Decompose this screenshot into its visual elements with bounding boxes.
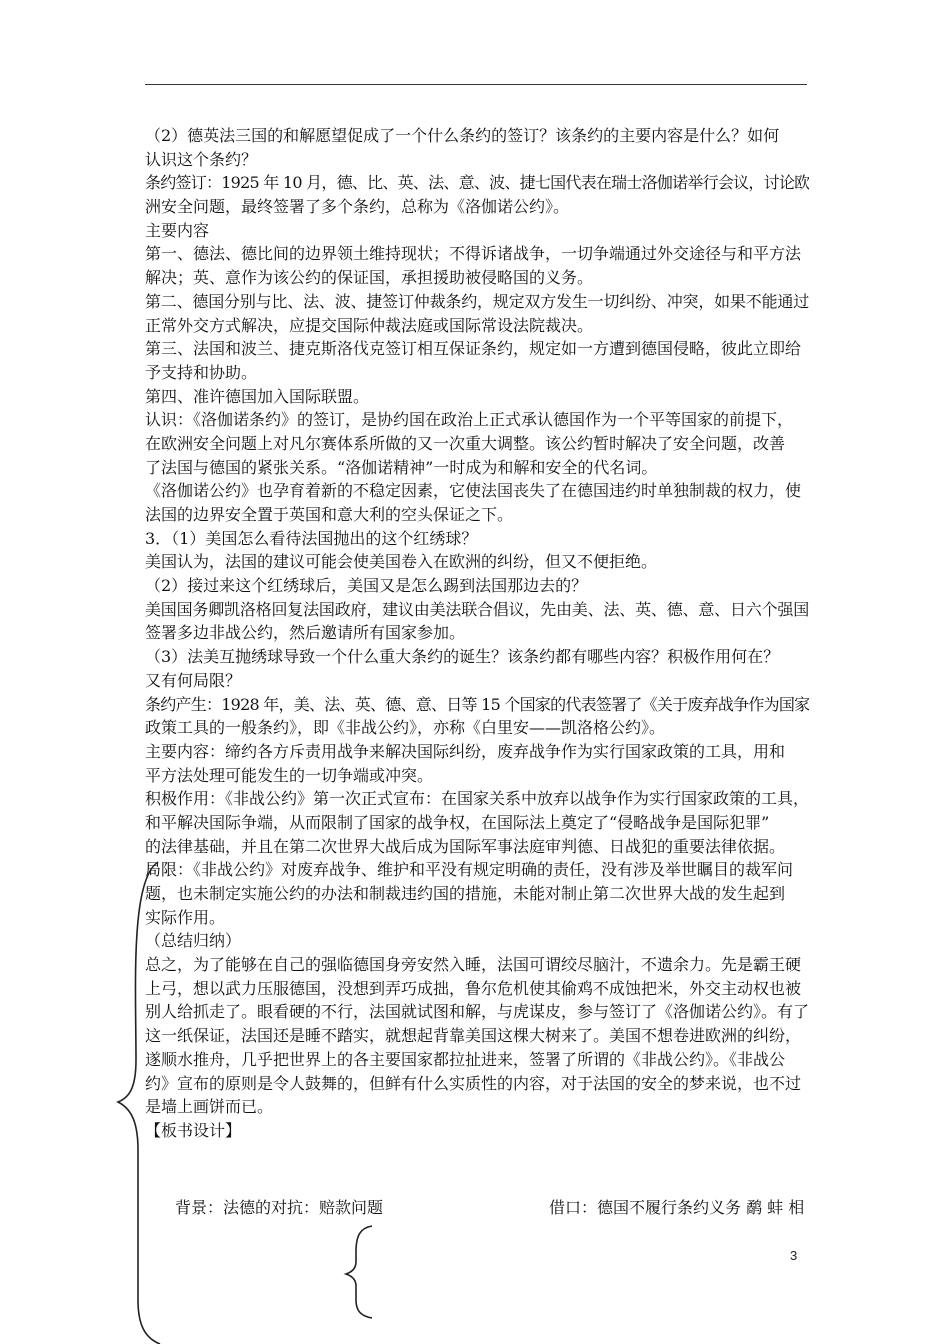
text-line: 约》宣布的原则是令人鼓舞的，但鲜有什么实质性的内容，对于法国的安全的梦来说，也不过 (145, 1073, 802, 1093)
text-line: （总结归纳） (145, 931, 242, 951)
text-line: 第一、德法、德比间的边界领土维持现状；不得诉诸战争，一切争端通过外交途径与和平方法 (145, 244, 802, 264)
text-line: 在欧洲安全问题上对凡尔赛体系所做的又一次重大调整。该公约暂时解决了安全问题，改善 (145, 433, 786, 453)
text-line: 平方法处理可能发生的一切争端或冲突。 (145, 765, 434, 785)
text-line: 了法国与德国的紧张关系。“洛伽诺精神”一时成为和解和安全的代名词。 (145, 457, 658, 477)
text-line: 认识：《洛伽诺条约》的签订，是协约国在政治上正式承认德国作为一个平等国家的前提下， (145, 410, 794, 430)
text-line: （3）法美互抛绣球导致一个什么重大条约的诞生？该条约都有哪些内容？积极作用何在？ (145, 647, 780, 667)
text-line: 签署多边非战公约，然后邀请所有国家参加。 (145, 623, 466, 643)
text-line: 总之，为了能够在自己的强临德国身旁安然入睡，法国可谓绞尽脑汁，不遗余力。先是霸王硬 (145, 955, 802, 975)
text-line: 题，也未制定实施公约的办法和制裁违约国的措施，未能对制止第二次世界大战的发生起到 (145, 884, 786, 903)
text-line: 【板书设计】 (145, 1120, 242, 1140)
text-line: 的法律基础，并且在第二次世界大战后成为国际军事法庭审判德、日战犯的重要法律依据。 (145, 836, 786, 856)
text-line: 局限：《非战公约》对废弃战争、维护和平没有规定明确的责任，没有涉及举世瞩目的裁军问 (145, 860, 794, 880)
text-line: 是墙上画饼而已。 (145, 1097, 274, 1117)
text-line: 认识这个条约？ (145, 149, 258, 169)
text-line: （2）德英法三国的和解愿望促成了一个什么条约的签订？该条约的主要内容是什么？如何 (145, 126, 780, 145)
text-line: 第四、准许德国加入国际联盟。 (145, 386, 370, 406)
text-line: 又有何局限？ (145, 670, 242, 690)
text-line: 和平解决国际争端，从而限制了国家的战争权，在国际法上奠定了“侵略战争是国际犯罪” (145, 812, 770, 832)
header-rule (145, 84, 807, 85)
board-pretext-text: 借口：德国不履行条约义务 鹬 蚌 相 (549, 1198, 805, 1217)
text-line: 洲安全问题，最终签署了多个条约，总称为《洛伽诺公约》。 (145, 197, 570, 217)
text-line: 实际作用。 (145, 907, 226, 927)
document-body (145, 124, 809, 1143)
text-line: 予支持和协助。 (145, 362, 258, 382)
text-line: （2）接过来这个红绣球后，美国又是怎么踢到法国那边去的？ (145, 576, 588, 596)
text-line: 别人给抓走了。眼看硬的不行，法国就试图和解，与虎谋皮，参与签订了《洛伽诺公约》。有了 (145, 1002, 809, 1022)
text-line: 积极作用：《非战公约》第一次正式宣布：在国家关系中放弃以战争作为实行国家政策的工具， (145, 789, 809, 809)
board-background-text: 背景：法德的对抗：赔款问题 (175, 1198, 384, 1217)
board-design-row (145, 1196, 809, 1220)
text-line: 正常外交方式解决，应提交国际仲裁法庭或国际常设法院裁决。 (145, 315, 594, 335)
text-line: 3．（1）美国怎么看待法国抛出的这个红绣球？ (145, 528, 478, 548)
text-line: 解决；英、意作为该公约的保证国，承担援助被侵略国的义务。 (145, 268, 594, 288)
text-line: 条约产生：1928 年，美、法、英、德、意、日等 15 个国家的代表签署了《关于废弃战争作为国家 (145, 694, 809, 714)
text-line: 条约签订：1925 年 10 月，德、比、英、法、意、波、捷七国代表在瑞士洛伽诺举行会议，讨论欧 (145, 173, 809, 193)
text-line: 法国的边界安全置于英国和意大利的空头保证之下。 (145, 505, 514, 524)
text-line: 政策工具的一般条约》，即《非战公约》，亦称《白里安——凯洛格公约》。 (145, 718, 666, 738)
text-line: 第三、法国和波兰、捷克斯洛伐克签订相互保证条约，规定如一方遭到德国侵略，彼此立即给 (145, 339, 802, 359)
text-line: 美国认为，法国的建议可能会使美国卷入在欧洲的纠纷，但又不便拒绝。 (145, 552, 658, 572)
text-line: 美国国务卿凯洛格回复法国政府，建议由美法联合倡议，先由美、法、英、德、意、日六个强国 (145, 599, 809, 619)
text-line: 《洛伽诺公约》也孕育着新的不稳定因素，它使法国丧失了在德国违约时单独制裁的权力，使 (145, 481, 802, 501)
text-line: 这一纸保证，法国还是睡不踏实，就想起背靠美国这棵大树来了。美国不想卷进欧洲的纠纷， (145, 1026, 802, 1046)
text-line: 主要内容：缔约各方斥责用战争来解决国际纠纷，废弃战争作为实行国家政策的工具，用和 (145, 741, 786, 761)
page-number: 3 (790, 1248, 798, 1263)
text-line: 上弓，想以武力压服德国，没想到弄巧成拙，鲁尔危机使其偷鸡不成蚀把米，外交主动权也被 (145, 978, 802, 998)
text-line: 遂顺水推舟，几乎把世界上的各主要国家都拉扯进来，签署了所谓的《非战公约》。《非战公 (145, 1049, 786, 1069)
text-line: 第二、德国分别与比、法、波、捷签订仲裁条约，规定双方发生一切纠纷、冲突，如果不能通过 (145, 291, 809, 311)
text-line: 主要内容 (145, 220, 210, 240)
small-left-brace (346, 1226, 372, 1318)
